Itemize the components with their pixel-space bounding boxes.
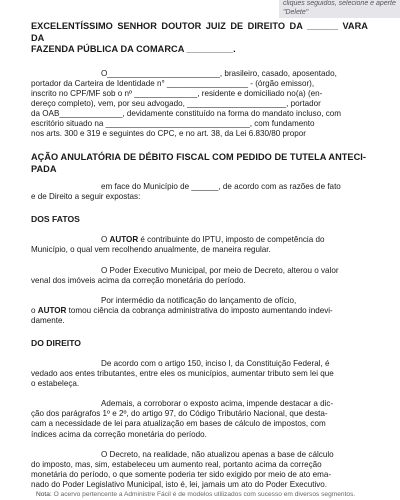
footer-note <box>36 491 400 499</box>
law-p2-line-3: cam a necessidade de lei para atualização em bases de cálculo de impostos, com <box>31 419 326 429</box>
court-address-line-2: FAZENDA PÚBLICA DA COMARCA _________. <box>31 44 236 54</box>
facts-p3-pre: o <box>31 305 38 315</box>
facts-p1-pre: O <box>101 235 110 245</box>
footer-note-text: O acervo pertencente a Administre Fácil é de modelos utilizados com sucesso em diversos segmentos. <box>51 491 356 498</box>
intro-line-1: em face do Município de ______, de acordo com as razões de fato <box>101 182 341 192</box>
law-p2-line-1: Ademais, a corroborar o exposto acima, impende destacar a dic- <box>101 399 334 409</box>
action-title-line-1: AÇÃO ANULATÓRIA DE DÉBITO FISCAL COM PEDIDO DE TUTELA ANTECI- <box>31 152 366 163</box>
facts-p3-line-2 <box>31 306 368 316</box>
facts-p2-line-2: venal dos imóveis acima da correção monetária do período. <box>31 275 246 285</box>
qualification-line-1: O_________________________, brasileiro, casado, aposentado, <box>101 68 337 78</box>
facts-p3-rest: tomou ciência da cobrança administrativa do imposto aumentando indevi- <box>66 305 333 315</box>
author-label: AUTOR <box>109 235 139 245</box>
footer-note-label: Nota: <box>36 491 52 498</box>
action-title <box>31 152 368 175</box>
facts-p3-line-1: Por intermédio da notificação do lançamento de ofício, <box>101 295 297 305</box>
facts-p1-rest: é contribuinte do IPTU, imposto de competência do <box>138 235 325 245</box>
facts-p2-line-1: O Poder Executivo Municipal, por meio de Decreto, alterou o valor <box>101 265 339 275</box>
intro-paragraph <box>31 182 368 202</box>
facts-p1-line-2: Município, o qual vem recolhendo anualmente, de maneira regular. <box>31 245 271 255</box>
law-p1-line-1: De acordo com o artigo 150, inciso I, da Constituição Federal, é <box>101 359 330 368</box>
law-p3-line-1: O Decreto, na realidade, não atualizou apenas a base de cálculo <box>101 449 334 459</box>
court-address-line-1: EXCELENTÍSSIMO SENHOR DOUTOR JUIZ DE DIREITO DA ______ VARA DA <box>31 21 368 43</box>
law-paragraph-1 <box>31 359 368 389</box>
qualification-line-7: nos arts. 300 e 319 e seguintes do CPC, e no art. 38, da Lei 6.830/80 propor <box>31 129 306 139</box>
law-p1-line-3: o estabeleça. <box>31 379 80 389</box>
legal-document <box>31 21 368 490</box>
facts-paragraph-2 <box>31 266 368 286</box>
section-title-facts: DOS FATOS <box>31 214 80 225</box>
law-p2-line-4: índices acima da correção monetária do período. <box>31 429 207 439</box>
facts-paragraph-1 <box>31 235 368 255</box>
court-address <box>31 21 368 56</box>
section-title-law: DO DIREITO <box>31 338 81 348</box>
facts-p3-line-3: damente. <box>31 315 65 325</box>
law-paragraph-2 <box>31 399 368 439</box>
facts-p1-line-1 <box>31 235 368 245</box>
law-p2-line-2: ção dos parágrafos 1º e 2º, do artigo 97, do Código Tributário Nacional, que desta- <box>31 409 328 419</box>
tooltip-hint <box>279 0 400 18</box>
qualification-line-4: dereço completo), vem, por seu advogado, ______________________, portador <box>31 98 321 108</box>
action-title-line-2: PADA <box>31 163 57 174</box>
intro-line-2: e de Direito a seguir expostas: <box>31 192 141 202</box>
author-label-2: AUTOR <box>37 305 67 315</box>
law-p1-line-2: vedado aos entes tributantes, entre eles os municípios, aumentar tributo sem lei que <box>31 369 334 379</box>
law-paragraph-3 <box>31 450 368 490</box>
qualification-line-2: portador da Carteira de Identidade n° __________________ - (órgão emissor), <box>31 78 315 88</box>
law-p3-line-4: nado do Poder Legislativo Municipal, isto é, lei, jamais um ato do Poder Executivo. <box>31 479 328 489</box>
qualification-line-5: da OAB______________, devidamente constituído na forma do mandato incluso, com <box>31 108 342 118</box>
law-p3-line-3: monetária do período, o que somente poderia ter sido exigido por meio de ato ema- <box>31 469 332 479</box>
tooltip-text: cliques seguidos, selecione e aperte "Delete" <box>283 0 396 16</box>
facts-paragraph-3 <box>31 296 368 326</box>
qualification-line-3: inscrito no CPF/MF sob o nº ______________, residente e domiciliado no(a) (en- <box>31 88 323 98</box>
plaintiff-qualification <box>31 69 368 140</box>
qualification-line-6: escritório situado na ________________________________, com fundamento <box>31 118 315 128</box>
law-p3-line-2: do imposto, mas, sim, estabeleceu um aumento real, portanto acima da correção <box>31 459 322 469</box>
